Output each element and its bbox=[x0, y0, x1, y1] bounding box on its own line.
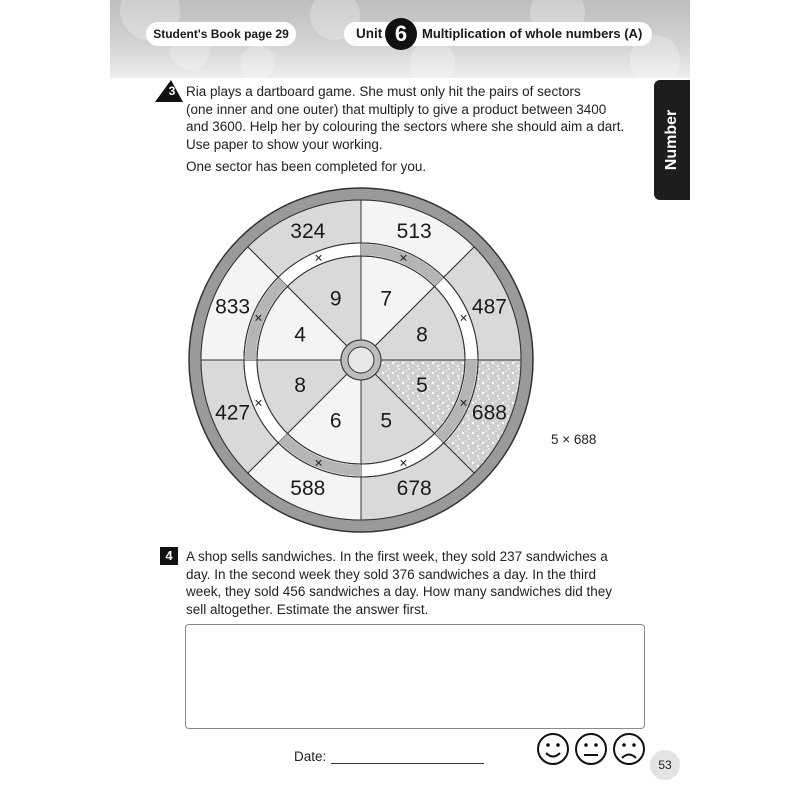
inner-value: 8 bbox=[294, 373, 306, 397]
happy-face-icon[interactable] bbox=[538, 734, 568, 764]
question-4-line: A shop sells sandwiches. In the first week, they sold 237 sandwiches a bbox=[186, 549, 608, 564]
multiply-sign: × bbox=[399, 249, 408, 266]
bull-inner bbox=[348, 347, 374, 373]
unit-title: Multiplication of whole numbers (A) bbox=[422, 26, 643, 41]
question-3-line: (one inner and one outer) that multiply to give a product between 3400 bbox=[186, 101, 607, 117]
question-3-line: and 3600. Help her by colouring the sectors where she should aim a dart. bbox=[186, 119, 625, 134]
date-line[interactable] bbox=[331, 763, 484, 764]
question-3-line: Use paper to show your working. bbox=[186, 136, 383, 152]
question-3-note: One sector has been completed for you. bbox=[186, 159, 427, 174]
self-assessment-faces bbox=[536, 732, 648, 766]
question-4-text bbox=[186, 548, 612, 618]
outer-value: 688 bbox=[471, 401, 507, 425]
question-4-number: 4 bbox=[160, 547, 178, 565]
multiply-sign: × bbox=[314, 454, 323, 471]
question-3-line: Ria plays a dartboard game. She must only hit the pairs of sectors bbox=[186, 84, 581, 99]
completed-example: 5 × 688 bbox=[551, 432, 597, 447]
outer-value: 513 bbox=[396, 220, 432, 244]
answer-box[interactable] bbox=[185, 624, 645, 729]
inner-value: 4 bbox=[294, 323, 306, 347]
unit-number: 6 bbox=[385, 18, 417, 50]
outer-value: 427 bbox=[215, 401, 251, 425]
section-tab bbox=[654, 80, 690, 200]
question-3-text bbox=[186, 83, 624, 153]
difficulty-triangle-icon bbox=[155, 80, 183, 102]
inner-value: 5 bbox=[416, 373, 428, 397]
question-4-line: week, they sold 456 sandwiches a day. How many sandwiches did they bbox=[186, 584, 612, 599]
page-number: 53 bbox=[650, 750, 680, 780]
outer-value: 324 bbox=[290, 220, 326, 244]
multiply-sign: × bbox=[254, 309, 263, 326]
multiply-sign: × bbox=[459, 309, 468, 326]
section-tab-label: Number bbox=[663, 109, 680, 171]
inner-value: 7 bbox=[380, 287, 393, 311]
dartboard bbox=[186, 185, 536, 535]
multiply-sign: × bbox=[399, 454, 408, 471]
question-3-number: 3 bbox=[168, 84, 176, 98]
question-4-line: day. In the second week they sold 376 sandwiches a day. In the third bbox=[186, 566, 597, 582]
inner-value: 5 bbox=[380, 409, 393, 433]
multiply-sign: × bbox=[314, 249, 323, 266]
date-label: Date: bbox=[294, 749, 327, 764]
multiply-sign: × bbox=[459, 394, 468, 411]
sad-face-icon[interactable] bbox=[614, 734, 644, 764]
unit-label: Unit bbox=[356, 26, 383, 41]
question-4-line: sell altogether. Estimate the answer first. bbox=[186, 601, 429, 617]
inner-value: 8 bbox=[416, 323, 428, 347]
multiply-sign: × bbox=[254, 394, 263, 411]
inner-value: 6 bbox=[329, 409, 342, 433]
outer-value: 833 bbox=[215, 295, 251, 319]
outer-value: 487 bbox=[471, 295, 507, 319]
inner-value: 9 bbox=[329, 287, 342, 311]
neutral-face-icon[interactable] bbox=[576, 734, 606, 764]
unit-header bbox=[344, 22, 652, 46]
book-reference: Student's Book page 29 bbox=[146, 22, 296, 46]
outer-value: 588 bbox=[290, 476, 326, 500]
outer-value: 678 bbox=[396, 476, 432, 500]
